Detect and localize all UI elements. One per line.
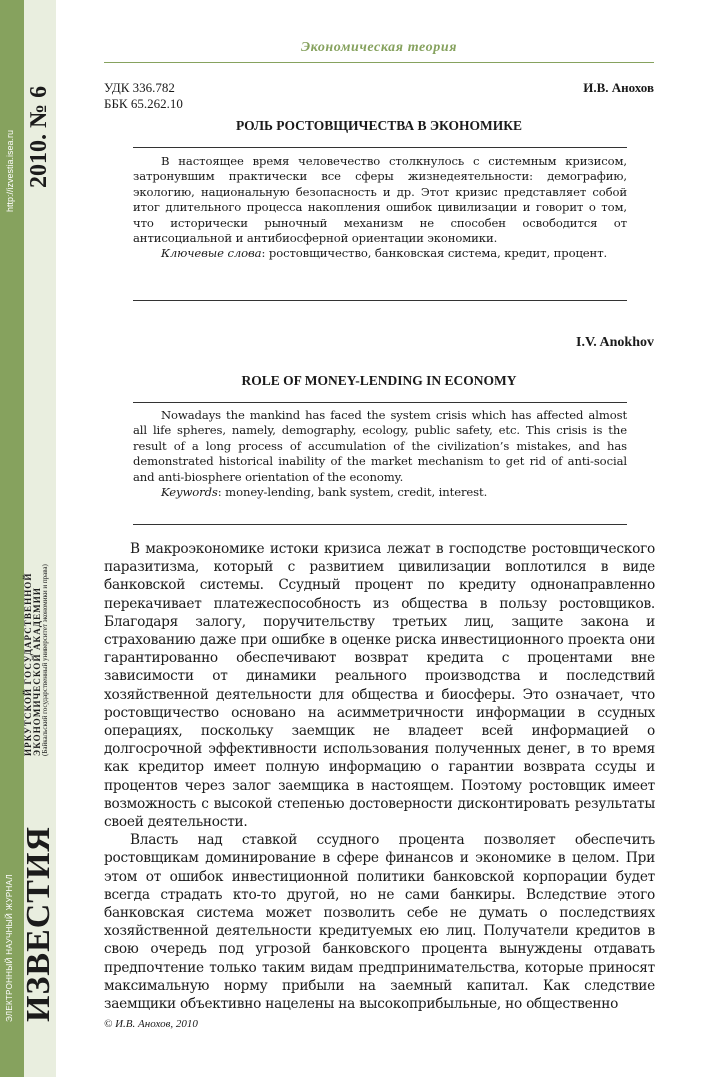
abstract-en	[133, 408, 627, 500]
abstract-ru	[133, 154, 627, 262]
article-body	[104, 540, 655, 1013]
journal-type: ЭЛЕКТРОННЫЙ НАУЧНЫЙ ЖУРНАЛ	[5, 874, 14, 1022]
body-paragraph-1: В макроэкономике истоки кризиса лежат в господстве ростовщического паразитизма, который с развитием цивилизации воплотился в виде банковской системы. Ссудный процент по кредиту однонаправленно перекачивает платежеспособность из общества в пользу ростовщиков. Благодаря залогу, поручительству третьих лиц, защите закона и страхованию даже при ошибке в оценке риска инвестиционного проекта они гарантированно обеспечивают возврат кредита с процентами вне зависимости от динамики реального производства и последствий хозяйственной деятельности для общества и биосферы. Это означает, что ростовщичество основано на асимметричности информации в ссудных операциях, поскольку заемщик не владеет всей информацией о долгосрочной эффективности использования полученных денег, в то время как кредитор имеет полную информацию о гарантии возврата ссуды и процентов через залог заемщика в настоящем. Поэтому ростовщик имеет возможность с высокой степенью достоверности дисконтировать результаты своей деятельности.	[104, 541, 655, 831]
keywords-en-list: : money-lending, bank system, credit, interest.	[217, 485, 488, 500]
keywords-ru-label: Ключевые слова	[161, 246, 262, 261]
year-issue: 2010. № 6	[26, 85, 52, 188]
journal-url: http://izvestia.isea.ru	[5, 129, 15, 212]
classification-codes	[104, 80, 183, 112]
copyright: © И.В. Анохов, 2010	[104, 1018, 198, 1030]
keywords-ru-list: : ростовщичество, банковская система, кредит, процент.	[261, 246, 608, 261]
university-line-2: ЭКОНОМИЧЕСКОЙ АКАДЕМИИ	[32, 587, 42, 756]
keywords-ru	[133, 246, 627, 261]
keywords-en	[133, 485, 627, 500]
abstract-en-top-rule	[133, 402, 627, 403]
running-title: Экономическая теория	[300, 40, 458, 55]
university-line-3: (Байкальский государственный университет экономики и права)	[41, 564, 49, 756]
body-paragraph-2: Власть над ставкой ссудного процента позволяет обеспечить ростовщикам доминирование в сфере финансов и экономике в целом. При этом от ошибок инвестиционной политики банковской корпорации будет всегда страдать кто-то другой, но не сами банкиры. Вследствие этого банковская система может позволить себе не думать о последствиях хозяйственной деятельности кредитуемых ею лиц. Получатели кредитов в свою очередь под угрозой банковского процента вынуждены отдавать предпочтение только таким видам предпринимательства, которые приносят максимальную норму прибыли на заемный капитал. Как следствие заемщики объективно нацелены на высокоприбыльные, но общественно	[104, 832, 655, 1013]
abstract-ru-bottom-rule	[133, 300, 627, 301]
university-line-1: ИРКУТСКОЙ ГОСУДАРСТВЕННОЙ	[23, 572, 33, 756]
journal-name: ИЗВЕСТИЯ	[20, 826, 57, 1022]
bbk-code: ББК 65.262.10	[104, 96, 183, 111]
title-en: ROLE OF MONEY-LENDING IN ECONOMY	[241, 373, 517, 388]
udk-code: УДК 336.782	[104, 80, 175, 95]
abstract-ru-text: В настоящее время человечество столкнулось с системным кризисом, затронувшим практически все сферы жизнедеятельности: демографию, экологию, национальную безопасность и др. Этот кризис представляет собой итог длительного процесса накопления ошибок цивилизации и говорит о том, что исторически рыночный механизм не способен освободится от антисоциальной и антибиосферной ориентации экономики.	[133, 154, 627, 246]
abstract-ru-top-rule	[133, 147, 627, 148]
header-rule	[104, 62, 654, 63]
abstract-en-text: Nowadays the mankind has faced the system crisis which has affected almost all life spheres, namely, demography, ecology, public safety, etc. This crisis is the result of a long process of accumulation of the civilization’s mistakes, and has demonstrated historical inability of the market mechanism to get rid of anti-social and anti-biosphere orientation of the economy.	[133, 408, 627, 484]
keywords-en-label: Keywords	[161, 485, 218, 500]
author-ru: И.В. Анохов	[583, 80, 654, 95]
abstract-en-bottom-rule	[133, 524, 627, 525]
author-en: I.V. Anokhov	[576, 335, 654, 350]
title-ru: РОЛЬ РОСТОВЩИЧЕСТВА В ЭКОНОМИКЕ	[235, 118, 523, 133]
